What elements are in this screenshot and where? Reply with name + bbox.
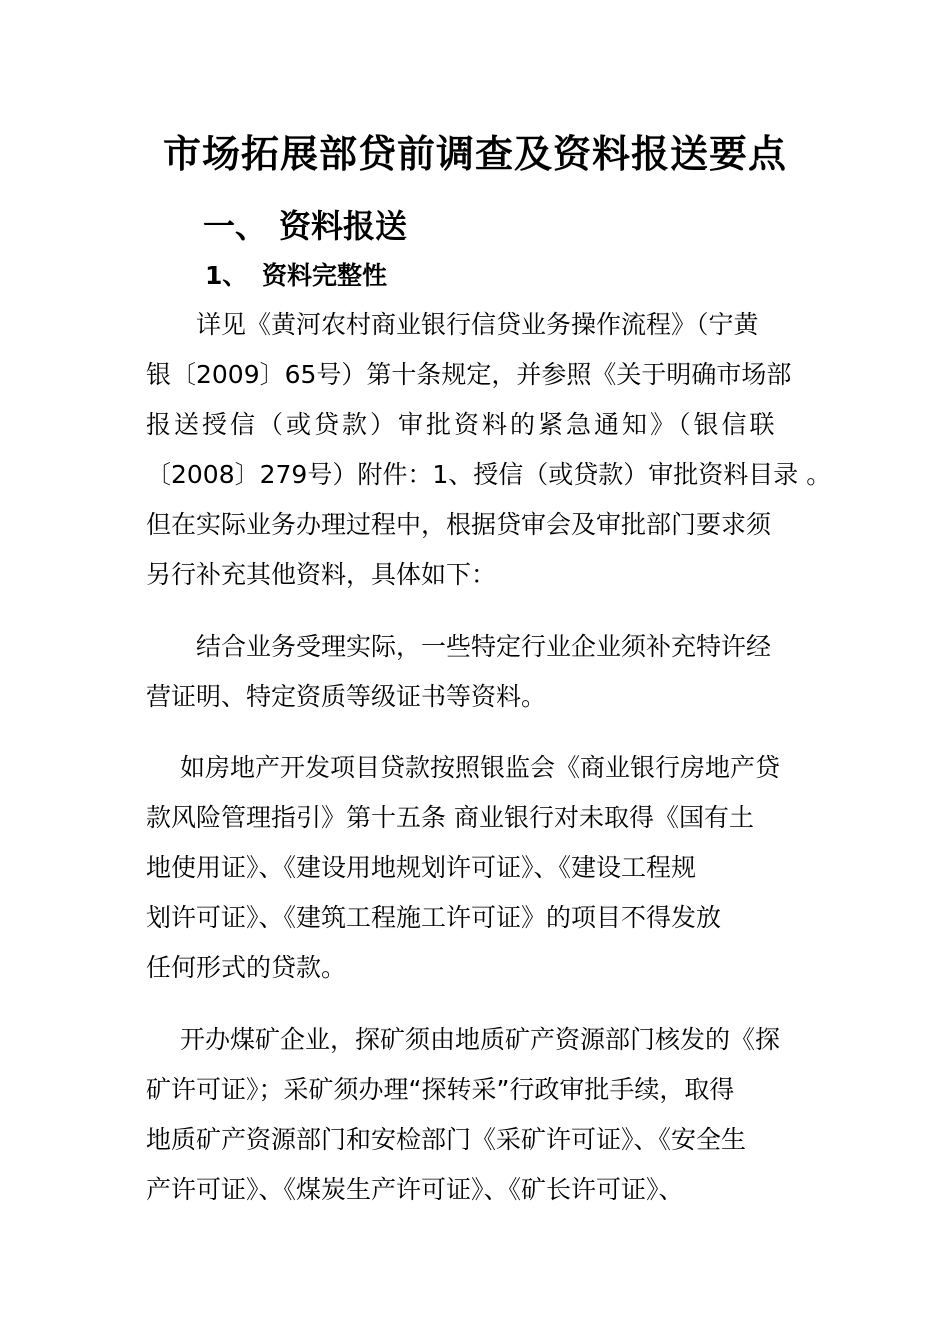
paragraph-line: 另行补充其他资料，具体如下： bbox=[146, 560, 497, 589]
paragraph-line: 产许可证》、《煤炭生产许可证》、《矿长许可证》、 bbox=[146, 1175, 684, 1204]
section-number: 一、 bbox=[203, 207, 268, 245]
paragraph-line: 开办煤矿企业，探矿须由地质矿产资源部门核发的《探 bbox=[180, 1025, 781, 1054]
section-title: 资料报送 bbox=[279, 207, 408, 245]
paragraph-line: 〔2008〕279号）附件：1、授信（或贷款）审批资料目录 。 bbox=[146, 460, 832, 489]
paragraph-line: 报送授信（或贷款）审批资料的紧急通知》（银信联 bbox=[146, 410, 778, 439]
paragraph-line: 矿许可证》；采矿须办理“探转采”行政审批手续，取得 bbox=[146, 1075, 735, 1104]
subsection-heading bbox=[205, 256, 387, 296]
subsection-number: 1、 bbox=[205, 261, 248, 290]
paragraph-line: 但在实际业务办理过程中，根据贷审会及审批部门要求须 bbox=[146, 510, 772, 539]
document-title: 市场拓展部贷前调查及资料报送要点 bbox=[162, 132, 787, 176]
paragraph-line: 款风险管理指引》第十五条 商业银行对未取得《国有土 bbox=[146, 803, 754, 832]
paragraph-line: 划许可证》、《建筑工程施工许可证》的项目不得发放 bbox=[146, 903, 722, 932]
paragraph-line: 详见《黄河农村商业银行信贷业务操作流程》（宁黄 bbox=[196, 310, 759, 339]
paragraph-line: 任何形式的贷款。 bbox=[146, 953, 347, 982]
subsection-title: 资料完整性 bbox=[262, 261, 388, 290]
paragraph-line: 银〔2009〕65号）第十条规定，并参照《关于明确市场部 bbox=[146, 360, 792, 389]
paragraph-line: 营证明、特定资质等级证书等资料。 bbox=[146, 682, 547, 711]
section-heading bbox=[203, 202, 407, 250]
paragraph-line: 地使用证》、《建设用地规划许可证》、《建设工程规 bbox=[146, 853, 697, 882]
paragraph-line: 地质矿产资源部门和安检部门《采矿许可证》、《安全生 bbox=[146, 1125, 747, 1154]
paragraph-line: 如房地产开发项目贷款按照银监会《商业银行房地产贷 bbox=[180, 753, 781, 782]
paragraph-line: 结合业务受理实际，一些特定行业企业须补充特许经 bbox=[196, 632, 772, 661]
